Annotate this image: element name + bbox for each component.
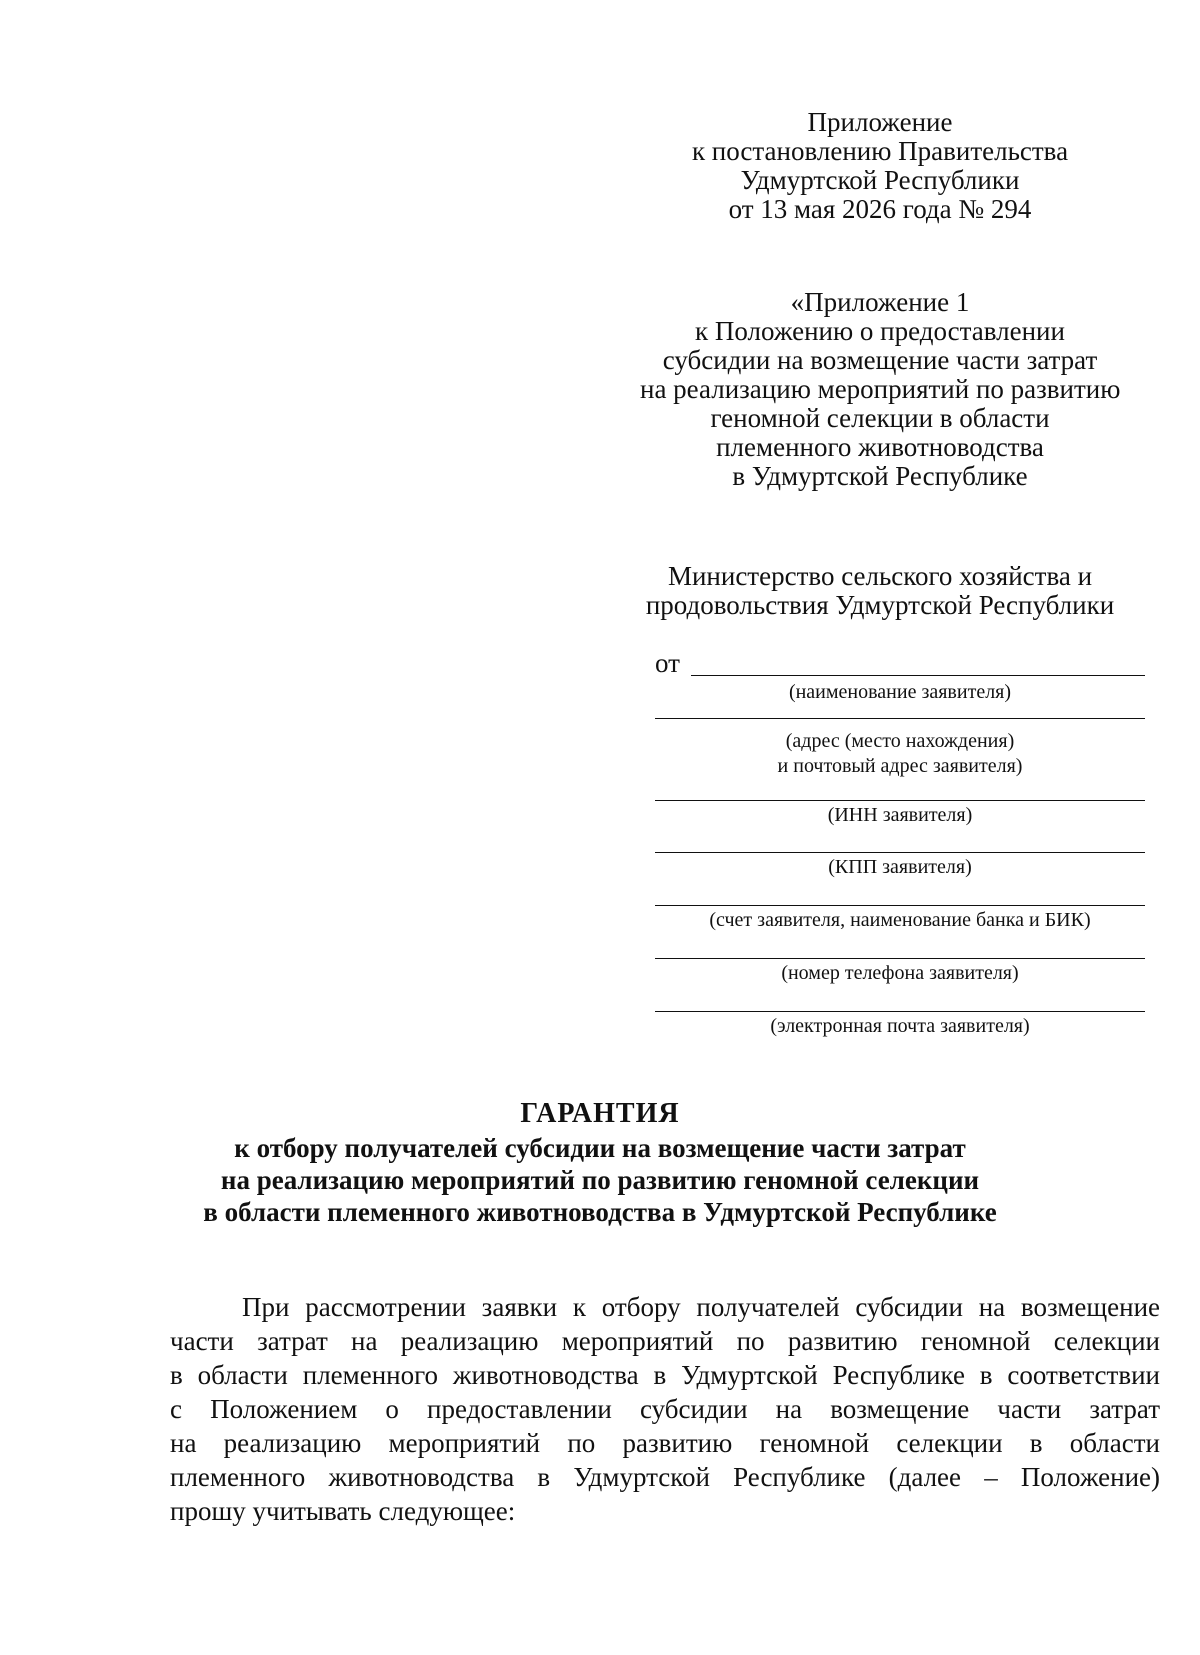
fill-line: [655, 958, 1145, 959]
title-main: ГАРАНТИЯ: [520, 1098, 680, 1129]
addressee-block: [640, 562, 1120, 620]
kpp-caption: (КПП заявителя): [828, 856, 972, 878]
body-line: части затрат на реализацию мероприятий по развитию геномной селекции: [170, 1326, 1160, 1356]
bank-caption: (счет заявителя, наименование банка и БИК): [709, 909, 1091, 931]
fill-line: [655, 852, 1145, 853]
fill-line: [655, 905, 1145, 906]
fill-line: [691, 675, 1145, 676]
body-line: в области племенного животноводства в Удмуртской Республике в соответствии: [170, 1360, 1160, 1390]
body-paragraph: [170, 1290, 1160, 1528]
appendix-line: «Приложение 1: [790, 287, 970, 317]
approval-line: Удмуртской Республики: [740, 165, 1020, 195]
applicant-name-caption: (наименование заявителя): [788, 681, 1012, 703]
approval-block: [660, 108, 1100, 224]
appendix-line: геномной селекции в области: [710, 403, 1050, 433]
addressee-line: продовольствия Удмуртской Республики: [645, 590, 1115, 620]
body-line: При рассмотрении заявки к отбору получателей субсидии на возмещение: [242, 1292, 1160, 1322]
applicant-bank-field: [655, 905, 1145, 933]
title-line: в области племенного животноводства в Удмуртской Республике: [203, 1197, 997, 1227]
applicant-address-field: [655, 718, 1145, 779]
applicant-kpp-field: [655, 852, 1145, 880]
body-line: с Положением о предоставлении субсидии на возмещение части затрат: [170, 1394, 1160, 1424]
addressee-line: Министерство сельского хозяйства и: [667, 561, 1093, 591]
appendix-line: племенного животноводства: [716, 432, 1044, 462]
applicant-email-field: [655, 1011, 1145, 1039]
appendix-line: к Положению о предоставлении: [695, 316, 1065, 346]
title-line: к отбору получателей субсидии на возмещение части затрат: [234, 1133, 966, 1163]
body-line: племенного животноводства в Удмуртской Республике (далее – Положение): [170, 1462, 1160, 1492]
title-line: на реализацию мероприятий по развитию геномной селекции: [220, 1165, 980, 1195]
address-caption: и почтовый адрес заявителя): [777, 755, 1023, 777]
email-caption: (электронная почта заявителя): [770, 1015, 1030, 1037]
appendix-line: на реализацию мероприятий по развитию: [640, 374, 1121, 404]
inn-caption: (ИНН заявителя): [827, 804, 973, 826]
approval-line: к постановлению Правительства: [691, 136, 1069, 166]
phone-caption: (номер телефона заявителя): [781, 962, 1019, 984]
fill-line: [655, 718, 1145, 719]
appendix-block: [640, 288, 1120, 491]
approval-line: от 13 мая 2026 года № 294: [728, 194, 1032, 224]
applicant-inn-field: [655, 800, 1145, 828]
applicant-phone-field: [655, 958, 1145, 986]
approval-line: Приложение: [807, 107, 953, 137]
fill-line: [655, 800, 1145, 801]
address-caption: (адрес (место нахождения): [785, 730, 1015, 752]
document-title: [100, 1098, 1100, 1228]
applicant-name-field: [655, 648, 1145, 678]
body-line: на реализацию мероприятий по развитию геномной селекции в области: [170, 1428, 1160, 1458]
body-line: прошу учитывать следующее:: [170, 1496, 516, 1526]
fill-line: [655, 1011, 1145, 1012]
from-label: от: [655, 648, 680, 678]
appendix-line: субсидии на возмещение части затрат: [662, 345, 1098, 375]
appendix-line: в Удмуртской Республике: [732, 461, 1028, 491]
